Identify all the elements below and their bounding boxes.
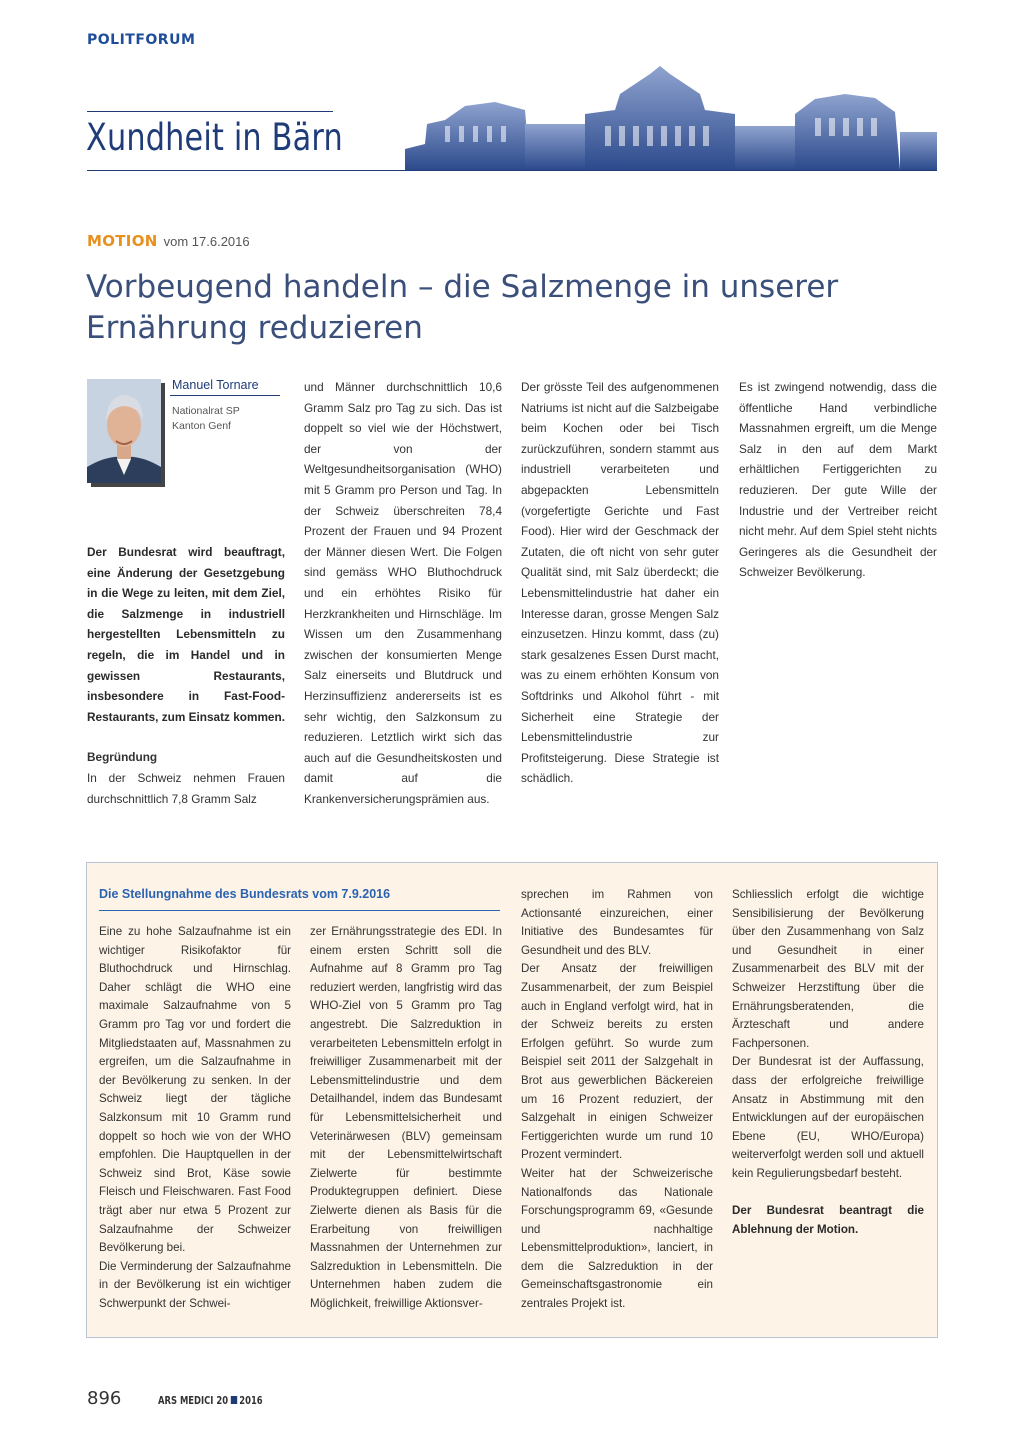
motion-date: vom 17.6.2016 [163,234,250,249]
statement-col2-text: zer Ernährungsstrategie des EDI. In einem ersten Schritt soll die Aufnahme auf 8 Gramm pro Tag reduziert werden, langfristig wird das WHO-Ziel von 5 Gramm pro Tag angestrebt. Die Salzreduktion in verarbeiteten Lebensmitteln erfolgt in freiwilliger Zusammenarbeit mit der Lebensmittelindustrie und dem Detailhandel, indem das Bundesamt für Lebensmittelsicherheit und Veterinärwesen (BLV) gemeinsam mit der Lebensmittelwirtschaft Zielwerte für bestimmte Produktegruppen definiert. Diese Zielwerte dienen als Basis für die Erarbeitung von freiwilligen Massnahmen der Unternehmen zur Salzreduktion in Lebensmitteln. Die Unternehmen haben zudem die Möglichkeit, freiwillige Aktionsver- [310,925,502,1310]
article-lead: Der Bundesrat wird beauftragt, eine Änderung der Gesetzgebung in die Wege zu leiten, mit dem Ziel, die Salzmenge in industriell hergestellten Lebensmitteln zu regeln, die im Handel und in gewissen Restaurants, insbesondere in Fast-Food-Restaurants, zum Einsatz kommen. [87,545,285,724]
page-number: 896 [87,1388,122,1409]
column-title: Xundheit in Bärn [86,116,343,159]
title-top-rule [87,111,333,112]
article-column-1 [87,542,285,809]
motion-line [87,232,250,250]
article-column-4 [739,377,937,583]
statement-col3-text: sprechen im Rahmen von Actionsanté einzureichen, einer Initiative des Bundesamtes für Gesundheit und des BLV. [521,888,713,957]
author-name: Manuel Tornare [172,378,259,392]
article-column-2 [304,377,502,809]
statement-column-4 [732,886,924,1239]
statement-title: Die Stellungnahme des Bundesrats vom 7.9.2016 [99,887,391,901]
statement-col4-text: Schliesslich erfolgt die wichtige Sensibilisierung der Bevölkerung über den Zusammenhang von Salz und Gesundheit in einer Zusammenarbeit des BLV mit der Schweizer Herzstiftung über die Ernährungsberatenden, die Ärzteschaft und andere Fachpersonen. [732,888,924,1050]
author-rule [170,395,280,396]
author-role-office: Nationalrat SP [172,405,240,417]
author-portrait-icon [87,379,161,483]
article-column-3 [521,377,719,789]
footer-magazine-name: ARS MEDICI 20 [158,1395,229,1407]
statement-column-1 [99,923,291,1313]
statement-conclusion: Der Bundesrat beantragt die Ablehnung der Motion. [732,1204,924,1236]
statement-col4-text2: Der Bundesrat ist der Auffassung, dass der erfolgreiche freiwillige Ansatz in Abstimmung mit den Entwicklungen auf der europäischen Ebene (EU, WHO/Europa) weiterverfolgt werden soll und aktuell kein Regulierungsbedarf besteht. [732,1055,924,1180]
author-role [172,404,240,434]
motion-keyword: MOTION [87,232,158,250]
statement-col1-text: Eine zu hohe Salzaufnahme ist ein wichtiger Risikofaktor für Bluthochdruck und Hirnschlag. Daher schlägt die WHO eine maximale Salzaufnahme von 5 Gramm pro Tag vor und fordert die Mitgliedstaaten auf, Massnahmen zu ergreifen, um die Salzaufnahme in der Bevölkerung zu senken. In der Schweiz liegt der tägliche Salzkonsum mit 10 Gramm rund doppelt so hoch wie von der WHO empfohlen. Die Hauptquellen in der Schweiz sind Brot, Käse sowie Fleisch und Fleischwaren. Fast Food trägt aber nur etwa 5 Prozent zur Salzaufnahme der Schweizer Bevölkerung bei. [99,925,291,1255]
section-label: POLITFORUM [87,32,196,48]
article-headline: Vorbeugend handeln – die Salzmenge in unserer Ernährung reduzieren [86,269,839,346]
footer-magazine [158,1395,263,1407]
author-role-canton: Kanton Genf [172,420,231,432]
statement-column-3 [521,886,713,1314]
article-col3-text: Der grösste Teil des aufgenommenen Natriums ist nicht auf die Salzbeigabe beim Kochen oder bei Tisch zurückzuführen, sondern stammt aus industriell verarbeiteten und abgepackten Lebensmitteln (vorgefertigte Gerichte und Fast Food). Hier wird der Geschmack der Zutaten, die oft nicht von sehr guter Qualität sind, mit Salz überdeckt; die Lebensmittelindustrie hat daher ein Interesse daran, grosse Mengen Salz einzusetzen. Hinzu kommt, dass (zu) stark gesalzenes Essen Durst macht, was zu einem erhöhten Konsum von Softdrinks und Alkohol führt - mit Sicherheit eine Strategie der Lebensmittelindustrie zur Profitsteigerung. Diese Strategie ist schädlich. [521,380,719,786]
article-col2-text: und Männer durchschnittlich 10,6 Gramm Salz pro Tag zu sich. Das ist doppelt so viel wie der Höchstwert, der von der Weltgesundheitsorganisation (WHO) mit 5 Gramm pro Person und Tag. In der Schweiz überschreiten 78,4 Prozent der Frauen und 94 Prozent der Männer diesen Wert. Die Folgen sind gemäss WHO Bluthochdruck und ein erhöhtes Risiko für Herzkrankheiten und Hirnschläge. Im Wissen um den Zusammenhang zwischen der konsumierten Menge Salz einerseits und Blutdruck und Herzinsuffizienz andererseits ist es sehr wichtig, den Salzkonsum zu reduzieren. Letztlich wirkt sich das auch auf die Gesundheitskosten und damit auf die Krankenversicherungsprämien aus. [304,380,502,806]
title-base-rule [87,170,937,171]
statement-title-rule [99,910,500,911]
article-subhead: Begründung [87,750,158,765]
footer-square-icon [230,1396,236,1404]
bundeshaus-skyline-icon [405,54,937,170]
statement-col3-text3: Weiter hat der Schweizerische Nationalfonds das Nationale Forschungsprogramm 69, «Gesunde und nachhaltige Lebensmittelproduktion», lanciert, in dem die Salzreduktion in der Gemeinschaftsgastronomie ein zentrales Projekt ist. [521,1166,713,1311]
statement-col3-text2: Der Ansatz der freiwilligen Zusammenarbeit, der zum Beispiel auch in England verfolgt wird, hat in der Schweiz bereits zu ersten Erfolgen geführt. So wurde zum Beispiel seit 2011 der Salzgehalt in Brot aus gewerblichen Bäckereien um 16 Prozent reduziert, der Salzgehalt in einigen Schweizer Fertiggerichten wurde um rund 10 Prozent vermindert. [521,962,713,1162]
footer-year: 2016 [239,1395,263,1407]
article-col1-text: In der Schweiz nehmen Frauen durchschnittlich 7,8 Gramm Salz [87,770,285,806]
statement-column-2 [310,923,502,1313]
article-col4-text: Es ist zwingend notwendig, dass die öffentliche Hand verbindliche Massnahmen ergreift, um die Menge Salz in den auf dem Markt erhältlichen Fertiggerichten zu reduzieren. Der gute Wille der Industrie und der Vertreiber reicht nicht mehr. Auf dem Spiel steht nichts Geringeres als die Gesundheit der Schweizer Bevölkerung. [739,380,937,580]
statement-col1-text2: Die Verminderung der Salzaufnahme in der Bevölkerung ist ein wichtiger Schwerpunkt der Schwei- [99,1259,291,1310]
